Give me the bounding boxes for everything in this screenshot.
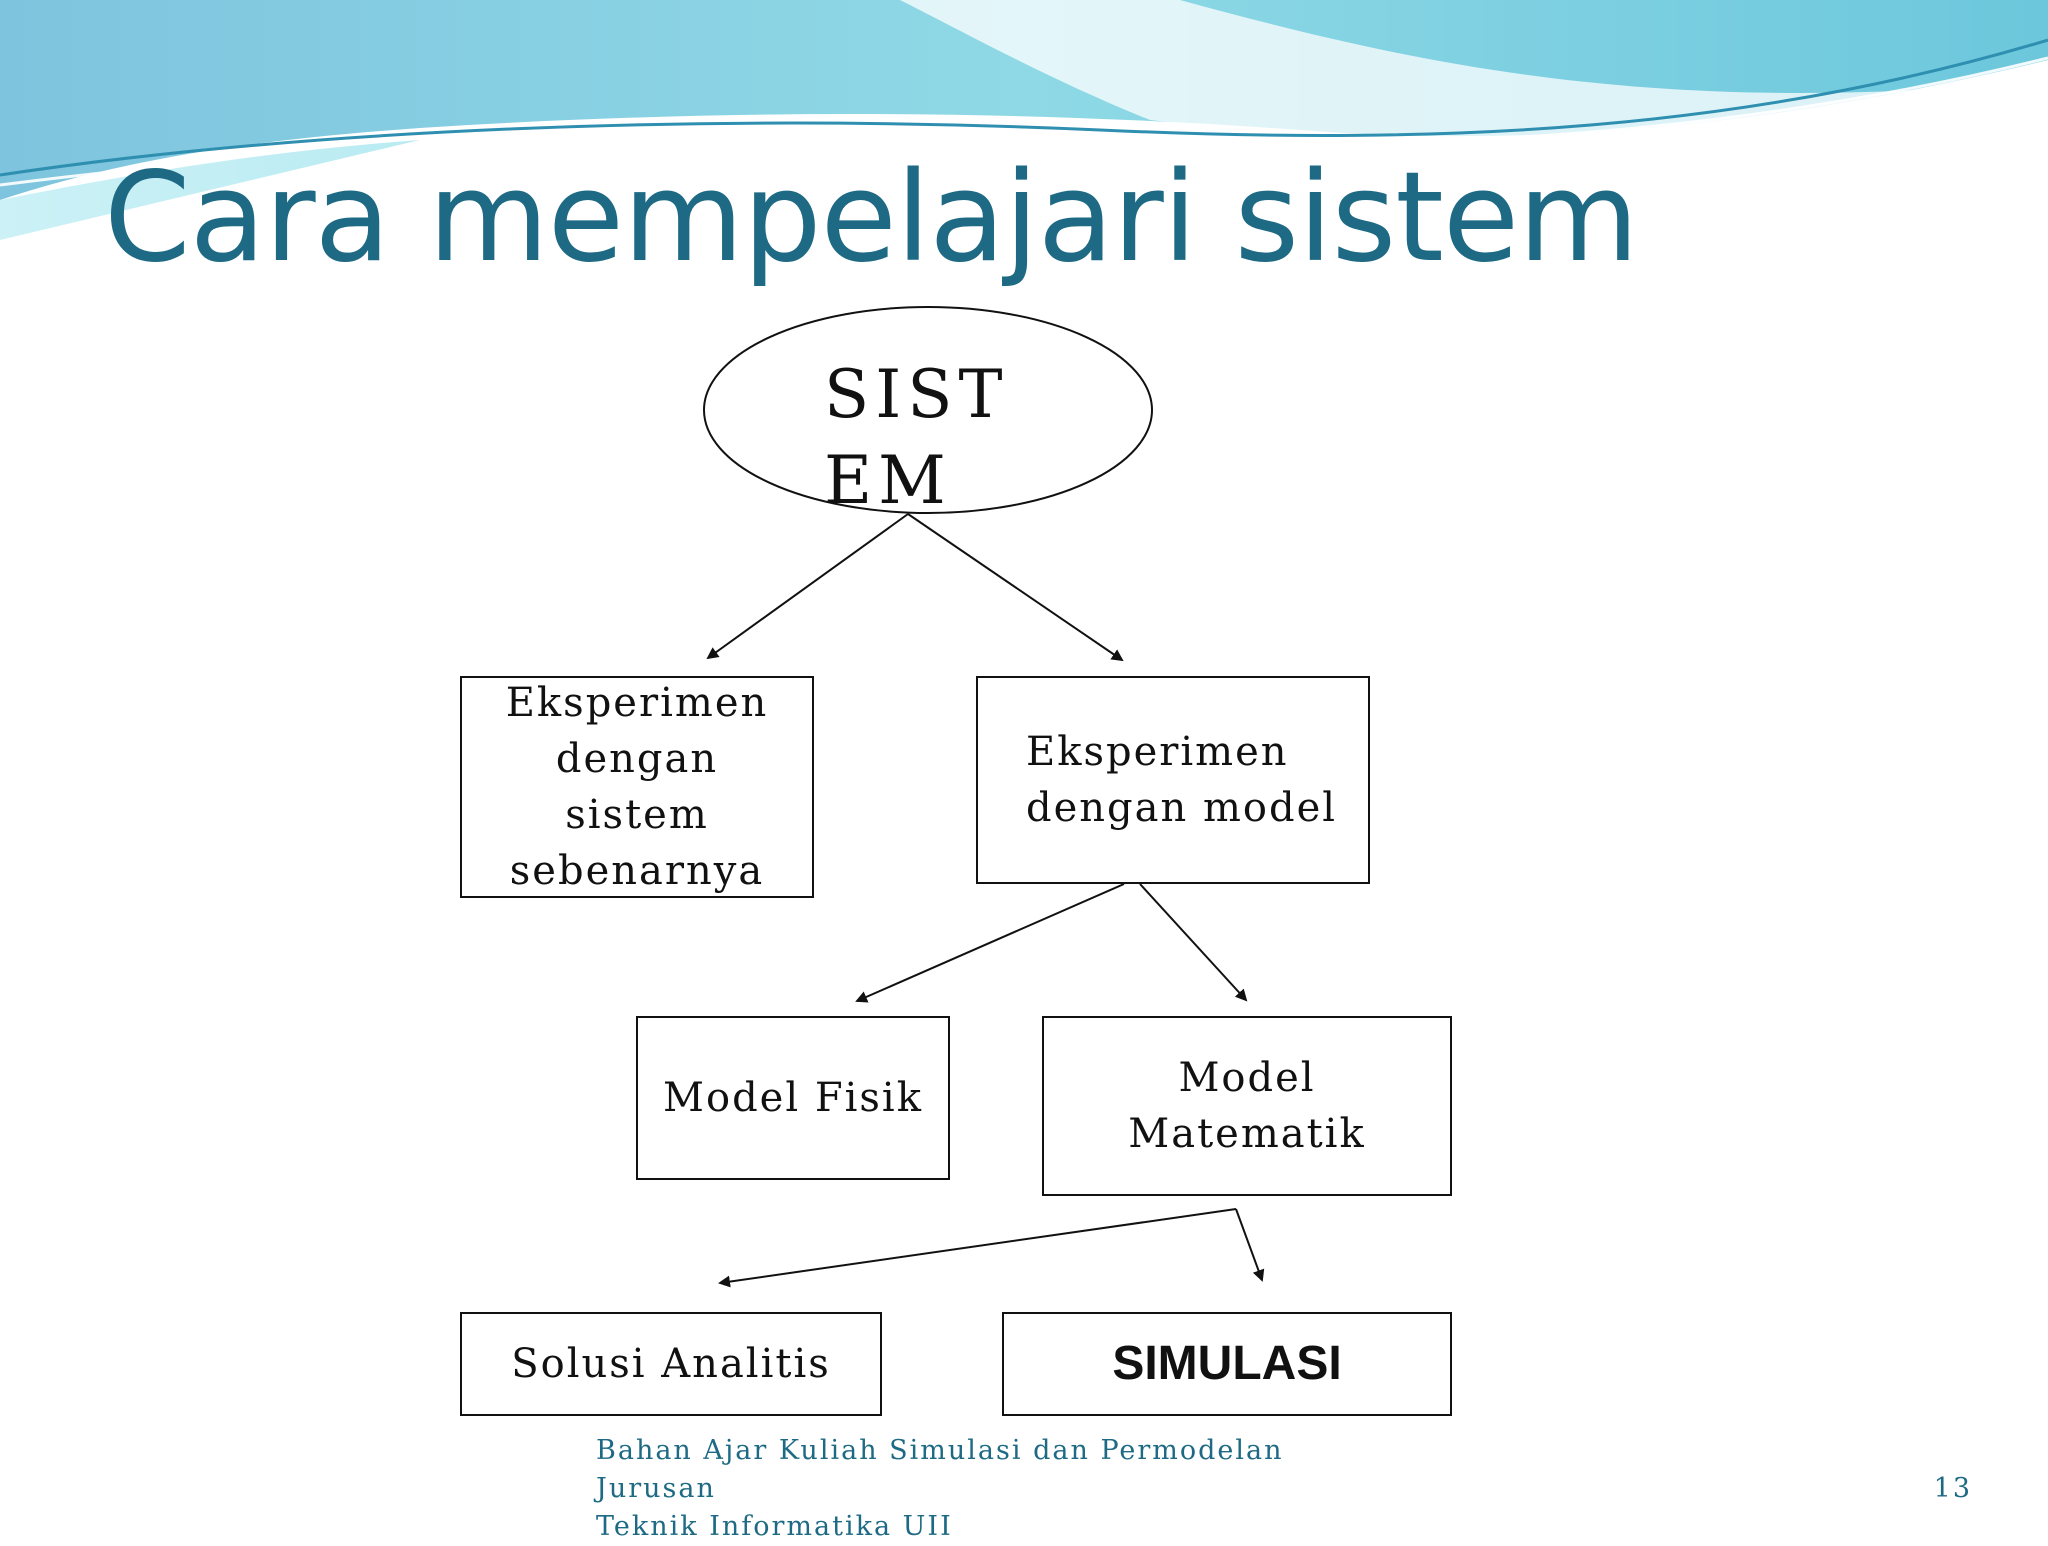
node-exp-model-label: Eksperimen dengan model <box>1026 729 1338 831</box>
node-solusi-analitis-label: Solusi Analitis <box>511 1341 831 1387</box>
arrow-matematik-to-analitis <box>720 1209 1236 1283</box>
node-model-fisik <box>636 1016 950 1180</box>
page-number: 13 <box>1933 1473 1972 1504</box>
arrow-model-to-matematik <box>1140 884 1246 1000</box>
node-simulasi-label: SIMULASI <box>1112 1337 1342 1390</box>
node-exp-model <box>976 676 1370 884</box>
root-node-label: SISTEM <box>824 356 1009 519</box>
node-exp-real-system <box>460 676 814 898</box>
slide-title: Cara mempelajari sistem <box>104 146 1638 290</box>
footer-line-1: Bahan Ajar Kuliah Simulasi dan Permodelan Jurusan <box>596 1435 1284 1504</box>
node-simulasi <box>1002 1312 1452 1416</box>
node-model-fisik-label: Model Fisik <box>663 1075 923 1121</box>
arrow-root-to-model <box>908 514 1122 660</box>
arrow-root-to-real <box>708 514 908 658</box>
arrow-model-to-fisik <box>857 884 1124 1001</box>
arrow-matematik-to-simulasi <box>1236 1209 1262 1280</box>
node-solusi-analitis <box>460 1312 882 1416</box>
footer-line-2: Teknik Informatika UII <box>596 1511 953 1542</box>
footer-source <box>596 1432 1356 1546</box>
node-exp-real-label: Eksperimen dengan sistem sebenarnya <box>505 680 769 894</box>
node-model-matematik <box>1042 1016 1452 1196</box>
node-model-matematik-label: Model Matematik <box>1128 1055 1366 1157</box>
